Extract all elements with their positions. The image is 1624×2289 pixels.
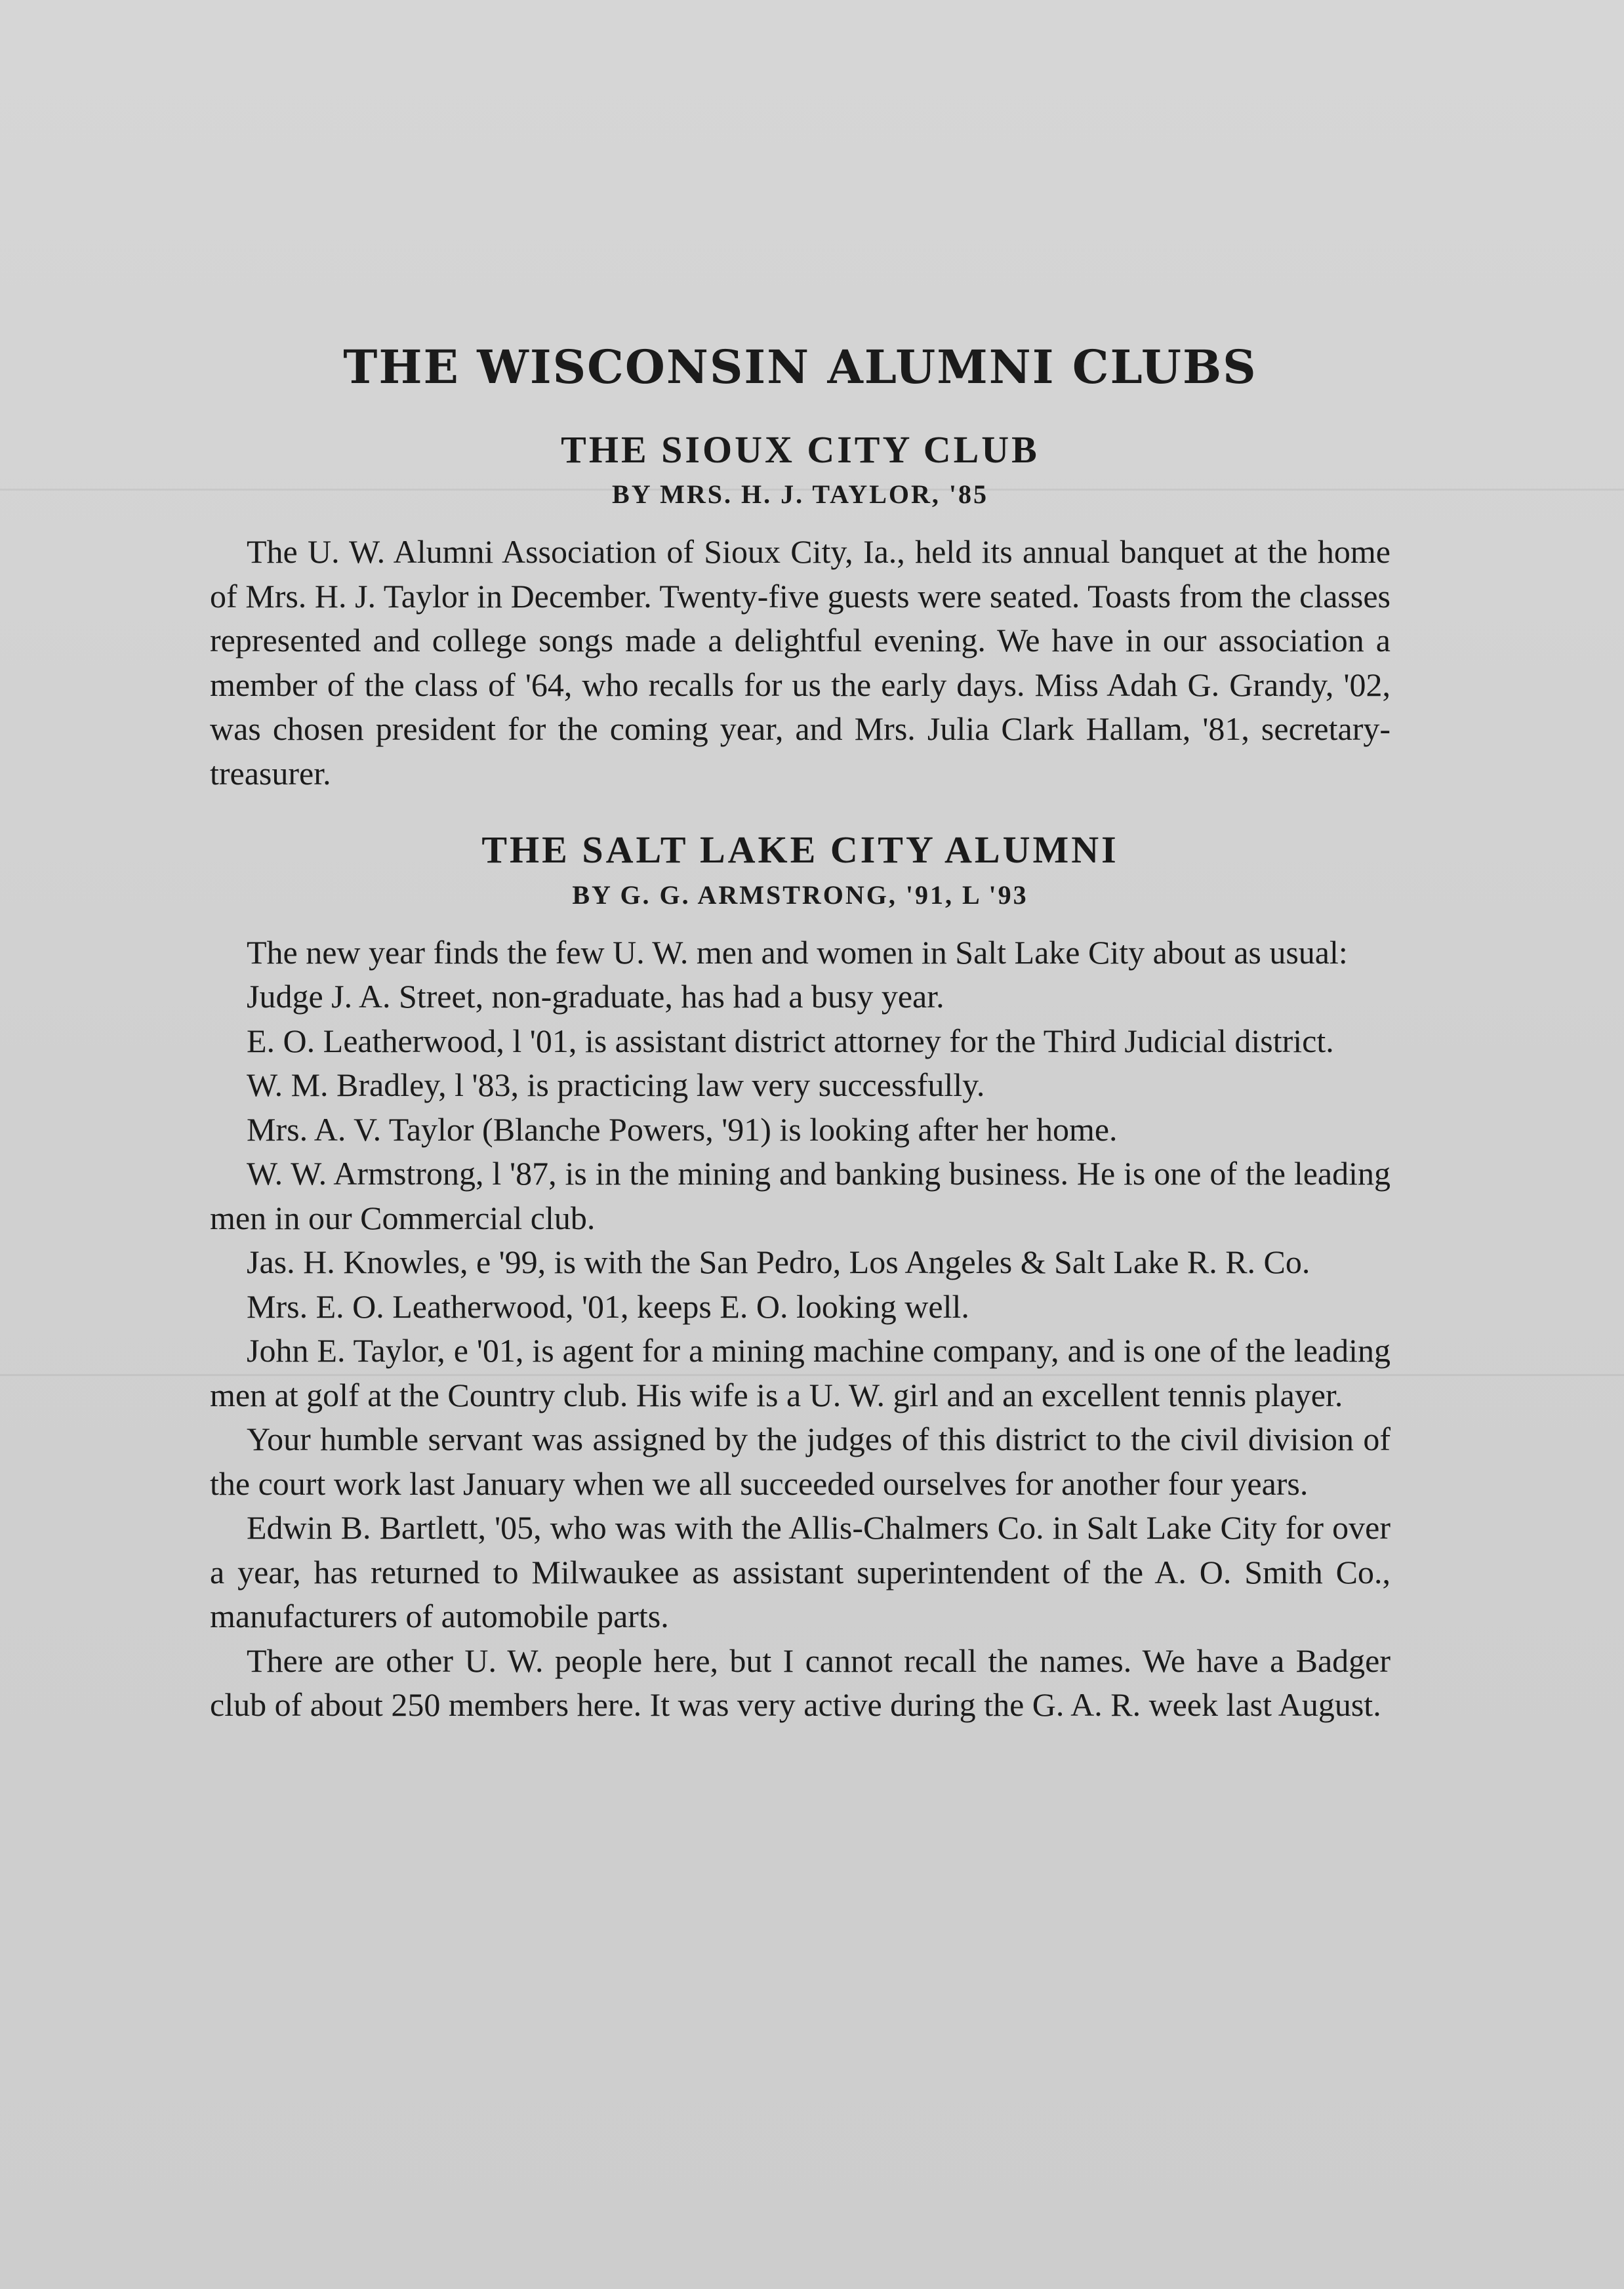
paragraph: Mrs. E. O. Leatherwood, '01, keeps E. O. looking well. — [247, 1287, 969, 1325]
paragraph: Edwin B. Bartlett, '05, who was with the Allis-Chalmers Co. in Salt Lake City for over a year, has returned to Milwaukee as assistant superintendent of the A. O. Smith Co., manufacturers of automobile parts. — [210, 1509, 1391, 1635]
paragraph: E. O. Leatherwood, l '01, is assistant district attorney for the Third Judicial district. — [247, 1022, 1334, 1059]
paragraph: W. W. Armstrong, l '87, is in the mining and banking business. He is one of the leading men in our Commercial club. — [210, 1155, 1391, 1236]
paragraph: Jas. H. Knowles, e '99, is with the San Pedro, Los Angeles & Salt Lake R. R. Co. — [247, 1244, 1310, 1281]
paragraph: There are other U. W. people here, but I cannot recall the names. We have a Badger club of about 250 members here. It was very active during the G. A. R. week last August. — [210, 1642, 1391, 1724]
paragraph: John E. Taylor, e '01, is agent for a mining machine company, and is one of the leading men at golf at the Country club. His wife is a U. W. girl and an excellent tennis player. — [210, 1332, 1391, 1413]
paragraph: The new year finds the few U. W. men and women in Salt Lake City about as usual: — [247, 933, 1348, 971]
section-byline: BY G. G. ARMSTRONG, '91, L '93 — [572, 880, 1028, 910]
section-salt-lake-city-alumni — [210, 827, 1391, 1728]
paragraph: W. M. Bradley, l '83, is practicing law very successfully. — [247, 1066, 985, 1104]
paragraph: Mrs. A. V. Taylor (Blanche Powers, '91) is looking after her home. — [247, 1110, 1118, 1148]
article-column — [210, 341, 1391, 1759]
section-sioux-city-club — [210, 427, 1391, 796]
paragraph: Judge J. A. Street, non-graduate, has had a busy year. — [247, 978, 944, 1015]
paragraph: Your humble servant was assigned by the judges of this district to the civil division of the court work last January when we all succeeded ourselves for another four years. — [210, 1421, 1391, 1502]
section-byline: BY MRS. H. J. TAYLOR, '85 — [612, 479, 988, 510]
section-heading: THE SALT LAKE CITY ALUMNI — [481, 828, 1119, 872]
page-title: THE WISCONSIN ALUMNI CLUBS — [343, 340, 1257, 394]
paragraph: The U. W. Alumni Association of Sioux City, Ia., held its annual banquet at the home of Mrs. H. J. Taylor in December. Twenty-five guests were seated. Toasts from the classes represented and college songs made a delightful evening. We have in our association a member of the class of '64, who recalls for us the early days. Miss Adah G. Grandy, '02, was chosen president for the coming year, and Mrs. Julia Clark Hallam, '81, secretary-treasurer. — [210, 533, 1391, 792]
section-heading: THE SIOUX CITY CLUB — [561, 428, 1040, 471]
